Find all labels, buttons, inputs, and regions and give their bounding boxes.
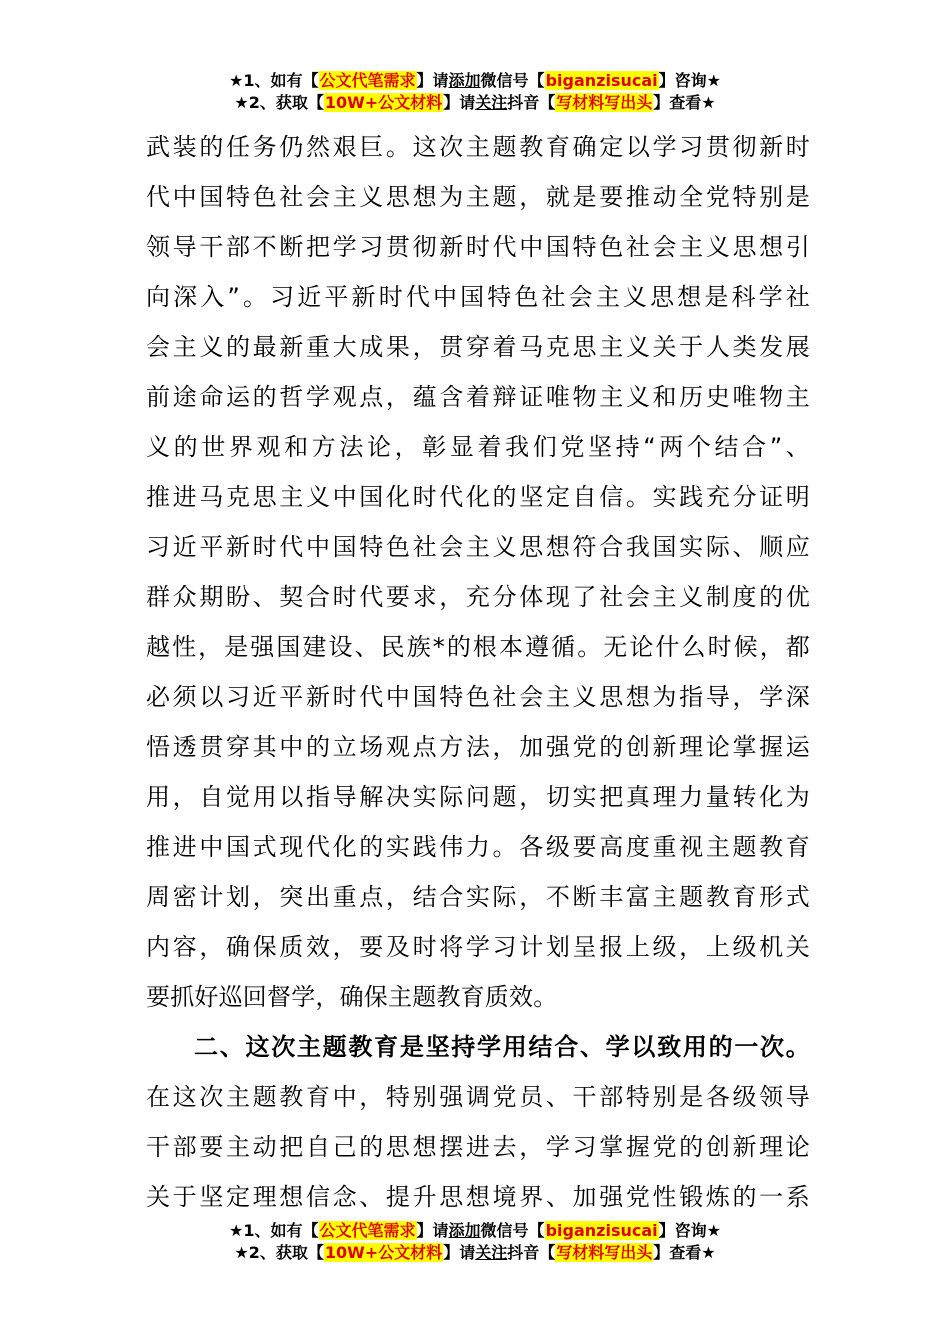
highlight-materials: 10W+公文材料 bbox=[324, 1243, 443, 1262]
header-banner bbox=[0, 70, 950, 114]
body-line: 必须以习近平新时代中国特色社会主义思想为指导，学深 bbox=[146, 683, 810, 711]
body-line: 周密计划，突出重点，结合实际，不断丰富主题教育形式 bbox=[146, 883, 810, 911]
body-line: 悟透贯穿其中的立场观点方法，加强党的创新理论掌握运 bbox=[146, 733, 810, 761]
body-line: 越性，是强国建设、民族*的根本遵循。无论什么时候，都 bbox=[146, 633, 810, 661]
highlight-douyin: 写材料写出头 bbox=[556, 93, 653, 112]
body-line: 干部要主动把自己的思想摆进去，学习掌握党的创新理论 bbox=[146, 1133, 810, 1161]
highlight-service: 公文代笔需求 bbox=[319, 1221, 416, 1240]
highlight-wechat-id: biganzisucai bbox=[545, 1221, 658, 1240]
body-line: 推进马克思主义中国化时代化的坚定自信。实践充分证明 bbox=[146, 483, 810, 511]
body-line: 内容，确保质效，要及时将学习计划呈报上级，上级机关 bbox=[146, 933, 810, 961]
footer-banner bbox=[0, 1220, 950, 1264]
body-line: 武装的任务仍然艰巨。这次主题教育确定以学习贯彻新时 bbox=[146, 133, 810, 161]
highlight-wechat-id: biganzisucai bbox=[545, 71, 658, 90]
body-line: 习近平新时代中国特色社会主义思想符合我国实际、顺应 bbox=[146, 533, 810, 561]
body-line: 向深入”。习近平新时代中国特色社会主义思想是科学社 bbox=[146, 283, 810, 311]
banner-line-1: ★1、如有【公文代笔需求】请添加微信号【biganzisucai】咨询★ bbox=[229, 71, 721, 90]
body-line: 代中国特色社会主义思想为主题，就是要推动全党特别是 bbox=[146, 183, 810, 211]
body-line: 关于坚定理想信念、提升思想境界、加强党性锻炼的一系 bbox=[146, 1183, 810, 1211]
document-body bbox=[146, 122, 810, 1222]
body-line: 会主义的最新重大成果，贯穿着马克思主义关于人类发展 bbox=[146, 333, 810, 361]
highlight-douyin: 写材料写出头 bbox=[556, 1243, 653, 1262]
body-line: 在这次主题教育中，特别强调党员、干部特别是各级领导 bbox=[146, 1083, 810, 1111]
body-line: 领导干部不断把学习贯彻新时代中国特色社会主义思想引 bbox=[146, 233, 810, 261]
highlight-service: 公文代笔需求 bbox=[319, 71, 416, 90]
body-line: 推进中国式现代化的实践伟力。各级要高度重视主题教育 bbox=[146, 833, 810, 861]
body-line: 要抓好巡回督学，确保主题教育质效。 bbox=[146, 983, 558, 1011]
body-line: 前途命运的哲学观点，蕴含着辩证唯物主义和历史唯物主 bbox=[146, 383, 810, 411]
body-line: 群众期盼、契合时代要求，充分体现了社会主义制度的优 bbox=[146, 583, 810, 611]
banner-line-2: ★2、获取【10W+公文材料】请关注抖音【写材料写出头】查看★ bbox=[234, 93, 716, 112]
body-line: 用，自觉用以指导解决实际问题，切实把真理力量转化为 bbox=[146, 783, 810, 811]
section-heading: 二、这次主题教育是坚持学用结合、学以致用的一次。 bbox=[194, 1033, 810, 1061]
body-line: 义的世界观和方法论，彰显着我们党坚持“两个结合”、 bbox=[146, 433, 810, 461]
highlight-materials: 10W+公文材料 bbox=[324, 93, 443, 112]
banner-line-2: ★2、获取【10W+公文材料】请关注抖音【写材料写出头】查看★ bbox=[234, 1243, 716, 1262]
banner-line-1: ★1、如有【公文代笔需求】请添加微信号【biganzisucai】咨询★ bbox=[229, 1221, 721, 1240]
